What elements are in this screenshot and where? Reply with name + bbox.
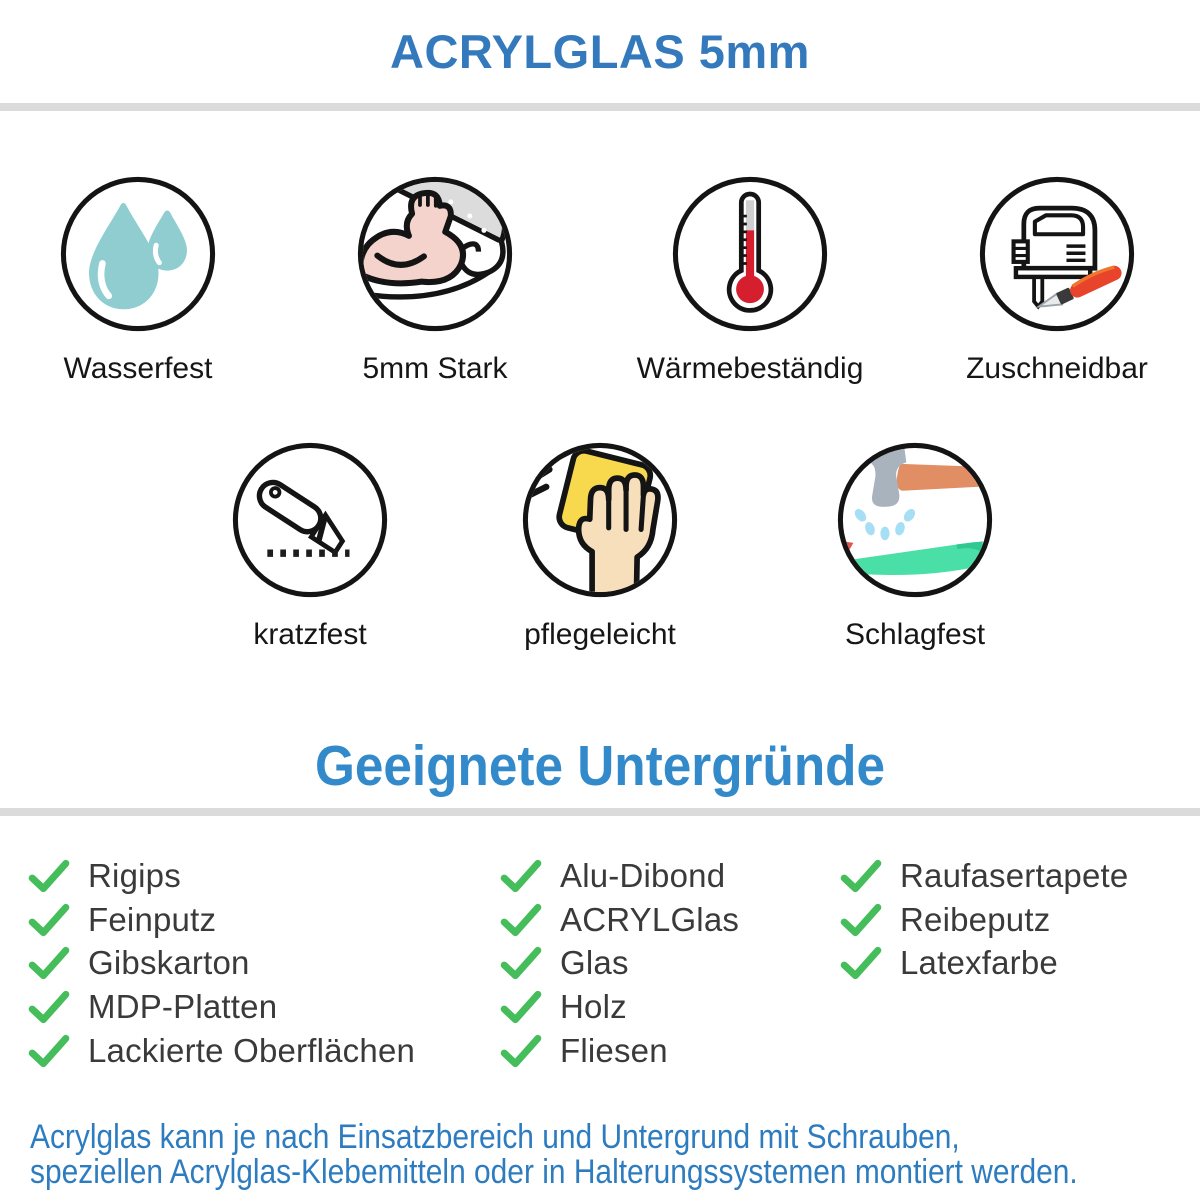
flexed-arm-roll-icon: [356, 175, 514, 333]
surface-label: MDP-Platten: [88, 988, 278, 1026]
check-icon: [500, 946, 542, 980]
feature-label: Wasserfest: [63, 352, 213, 385]
water-drops-icon: [59, 175, 217, 333]
check-icon: [28, 1034, 70, 1068]
thermometer-icon: [671, 175, 829, 333]
surface-item: [500, 1029, 739, 1073]
feature-kratzfest: [160, 441, 460, 652]
mounting-note-line2: speziellen Acrylglas-Klebemitteln oder in Halterungssystemen montiert werden.: [30, 1152, 1078, 1191]
check-icon: [28, 903, 70, 937]
surfaces-column-3: [840, 854, 1128, 985]
feature-label: Schlagfest: [844, 618, 986, 651]
surfaces-heading: Geeignete Untergründe: [314, 734, 886, 798]
surface-item: [840, 854, 1128, 898]
hammer-surface-icon: [836, 441, 994, 599]
surface-label: Lackierte Oberflächen: [88, 1032, 416, 1070]
surface-label: Reibeputz: [900, 900, 1051, 938]
feature-pflegeleicht: [450, 441, 750, 652]
surface-label: Alu-Dibond: [560, 856, 726, 894]
surface-item: [840, 898, 1128, 942]
surface-item: [500, 985, 739, 1029]
feature-zuschneidbar: [907, 175, 1200, 386]
feature-schlagfest: [765, 441, 1065, 652]
surface-item: [500, 898, 739, 942]
surface-item: [28, 942, 415, 986]
check-icon: [500, 1034, 542, 1068]
feature-5mm-stark: [285, 175, 585, 386]
surface-item: [500, 942, 739, 986]
surfaces-column-1: [28, 854, 415, 1073]
feature-wasserfest: [0, 175, 288, 386]
surface-label: Glas: [560, 944, 629, 982]
feature-label: kratzfest: [253, 618, 367, 651]
surface-label: Holz: [560, 988, 627, 1026]
surface-label: Latexfarbe: [900, 944, 1058, 982]
page-title: ACRYLGLAS 5mm: [390, 25, 810, 78]
surface-item: [28, 854, 415, 898]
surface-label: Rigips: [88, 856, 181, 894]
feature-label: Wärmebeständig: [636, 352, 864, 385]
surface-item: [840, 942, 1128, 986]
surface-item: [28, 898, 415, 942]
surface-item: [28, 985, 415, 1029]
surface-item: [28, 1029, 415, 1073]
hand-cloth-icon: [521, 441, 679, 599]
divider-top: [0, 103, 1200, 111]
surface-item: [500, 854, 739, 898]
feature-waermebestaendig: [600, 175, 900, 386]
mounting-note-line1: Acrylglas kann je nach Einsatzbereich und Untergrund mit Schrauben,: [30, 1118, 960, 1156]
check-icon: [500, 859, 542, 893]
check-icon: [28, 990, 70, 1024]
check-icon: [500, 990, 542, 1024]
surface-label: ACRYLGlas: [560, 900, 740, 938]
check-icon: [840, 946, 882, 980]
check-icon: [500, 903, 542, 937]
surface-label: Feinputz: [88, 900, 217, 938]
surface-label: Raufasertapete: [900, 856, 1129, 894]
check-icon: [28, 859, 70, 893]
surfaces-column-2: [500, 854, 739, 1073]
check-icon: [28, 946, 70, 980]
mounting-note: [30, 1120, 1078, 1189]
feature-label: 5mm Stark: [362, 352, 508, 385]
check-icon: [840, 903, 882, 937]
check-icon: [840, 859, 882, 893]
surface-label: Fliesen: [560, 1032, 668, 1070]
surface-label: Gibskarton: [88, 944, 250, 982]
divider-middle: [0, 808, 1200, 816]
feature-label: pflegeleicht: [524, 618, 676, 651]
utility-knife-icon: [231, 441, 389, 599]
feature-label: Zuschneidbar: [966, 352, 1148, 385]
jigsaw-cutter-icon: [978, 175, 1136, 333]
